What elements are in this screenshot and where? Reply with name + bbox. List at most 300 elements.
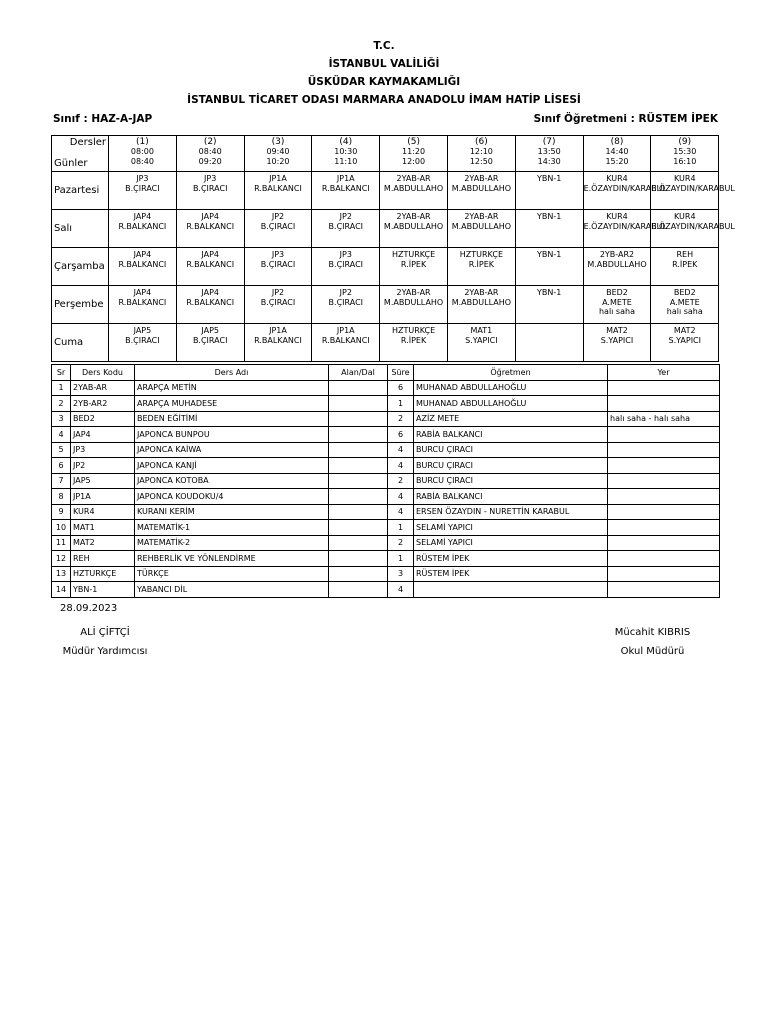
cell-line: BED2	[673, 288, 696, 297]
schedule-cell	[109, 286, 177, 324]
lesson-cell: BURCU ÇIRACI	[414, 442, 608, 458]
lesson-cell: 6	[388, 380, 414, 396]
lesson-row	[52, 427, 720, 443]
cell-line: R.BALKANCI	[118, 221, 167, 231]
schedule-cell	[176, 172, 244, 210]
cell-line: R.BALKANCI	[321, 335, 370, 345]
period-end-time: 08:40	[130, 156, 154, 166]
period-header	[583, 136, 651, 172]
cell-line: JAP5	[133, 326, 152, 335]
lesson-cell: MATEMATİK-2	[135, 535, 329, 551]
schedule-cell	[312, 248, 380, 286]
cell-line: JP3	[204, 174, 217, 183]
schedule-cell	[176, 286, 244, 324]
day-name: Cuma	[52, 324, 109, 362]
lesson-cell: RÜSTEM İPEK	[414, 566, 608, 582]
lesson-cell: 1	[388, 396, 414, 412]
cell-line: JAP4	[201, 212, 219, 221]
cell-line: BED2	[606, 288, 628, 297]
lesson-cell	[608, 551, 720, 567]
lesson-cell: 2YAB-AR	[71, 380, 135, 396]
lesson-cell	[329, 458, 388, 474]
lesson-cell: SELAMİ YAPICI	[414, 520, 608, 536]
cell-line: S.YAPICI	[600, 335, 634, 345]
schedule-header-row	[52, 136, 719, 172]
lesson-cell	[329, 582, 388, 598]
schedule-cell	[515, 248, 583, 286]
schedule-cell	[447, 248, 515, 286]
class-teacher-label: Sınıf Öğretmeni : RÜSTEM İPEK	[533, 113, 718, 125]
lesson-row	[52, 380, 720, 396]
schedule-cell	[651, 210, 735, 248]
lesson-cell: RABİA BALKANCI	[414, 427, 608, 443]
cell-line: JAP4	[133, 288, 152, 297]
period-header	[312, 136, 380, 172]
cell-line: M.ABDULLAHO	[383, 297, 444, 307]
period-start-time: 13:50	[537, 147, 561, 156]
schedule-cell	[447, 172, 515, 210]
schedule-cell	[651, 286, 719, 324]
schedule-corner-cell	[52, 136, 109, 172]
lesson-row	[52, 458, 720, 474]
lesson-cell	[608, 566, 720, 582]
period-header	[447, 136, 515, 172]
lesson-cell: JAPONCA KAİWA	[135, 442, 329, 458]
cell-line: KUR4	[606, 212, 628, 221]
lesson-cell	[329, 566, 388, 582]
schedule-cell	[583, 172, 667, 210]
cell-line: M.ABDULLAHO	[451, 297, 512, 307]
cell-line: R.BALKANCI	[321, 183, 370, 193]
lesson-cell: MUHANAD ABDULLAHOĞLU	[414, 380, 608, 396]
lesson-cell: KURANI KERİM	[135, 504, 329, 520]
lesson-cell	[329, 380, 388, 396]
schedule-day-row	[52, 248, 719, 286]
lesson-cell: 4	[388, 582, 414, 598]
cell-line: KUR4	[606, 174, 628, 183]
cell-line: R.BALKANCI	[186, 221, 235, 231]
lesson-cell: 4	[388, 504, 414, 520]
schedule-cell	[447, 210, 515, 248]
lesson-cell: 2	[388, 535, 414, 551]
schedule-cell	[583, 210, 667, 248]
lesson-cell	[329, 411, 388, 427]
lesson-cell: BEDEN EĞİTİMİ	[135, 411, 329, 427]
lesson-cell: JAP5	[71, 473, 135, 489]
cell-line: B.ÇIRACI	[328, 221, 364, 231]
lesson-cell: 4	[388, 489, 414, 505]
lesson-row	[52, 520, 720, 536]
lesson-row	[52, 411, 720, 427]
schedule-day-row	[52, 286, 719, 324]
lesson-cell: 12	[52, 551, 71, 567]
schedule-cell	[176, 248, 244, 286]
lesson-cell: JP1A	[71, 489, 135, 505]
cell-line: M.ABDULLAHO	[383, 221, 444, 231]
lesson-cell: JAP4	[71, 427, 135, 443]
lesson-cell	[608, 504, 720, 520]
header-school-name: İSTANBUL TİCARET ODASI MARMARA ANADOLU İMAM HATİP LİSESİ	[187, 94, 581, 106]
lesson-column-header: Yer	[608, 365, 720, 381]
lesson-column-header: Sr	[52, 365, 71, 381]
cell-line: B.ÇIRACI	[125, 183, 160, 193]
cell-line: E.ÖZAYDIN/KARABUL	[583, 183, 667, 193]
schedule-cell	[651, 172, 735, 210]
lesson-row	[52, 551, 720, 567]
cell-line: KUR4	[674, 212, 696, 221]
lesson-cell	[329, 489, 388, 505]
day-name: Salı	[52, 210, 109, 248]
period-end-time: 15:20	[605, 156, 629, 166]
schedule-cell	[380, 324, 448, 362]
lesson-cell	[329, 442, 388, 458]
lesson-cell: 1	[388, 520, 414, 536]
schedule-cell	[109, 248, 177, 286]
cell-line: M.ABDULLAHO	[383, 183, 444, 193]
lesson-cell: YABANCI DİL	[135, 582, 329, 598]
cell-line: halı saha	[598, 307, 635, 316]
lesson-cell: TÜRKÇE	[135, 566, 329, 582]
lesson-cell: JAPONCA KANJİ	[135, 458, 329, 474]
report-date: 28.09.2023	[60, 603, 118, 614]
period-number: (2)	[203, 137, 217, 147]
lesson-cell: 1	[52, 380, 71, 396]
cell-line: MAT2	[606, 326, 628, 335]
period-header	[176, 136, 244, 172]
lesson-cell: JAPONCA KOTOBA	[135, 473, 329, 489]
cell-line: JP2	[271, 212, 285, 221]
period-start-time: 11:20	[402, 147, 426, 156]
schedule-cell	[515, 172, 583, 210]
lesson-cell: SELAMİ YAPICI	[414, 535, 608, 551]
schedule-day-row	[52, 324, 719, 362]
lesson-cell: BURCU ÇIRACI	[414, 473, 608, 489]
schedule-cell	[651, 248, 719, 286]
lesson-column-header: Ders Adı	[135, 365, 329, 381]
lesson-row	[52, 582, 720, 598]
cell-line: JP3	[136, 174, 149, 183]
cell-line: JP1A	[269, 174, 287, 183]
schedule-cell	[380, 210, 448, 248]
cell-line: halı saha	[666, 307, 703, 316]
period-number: (8)	[610, 137, 624, 147]
lesson-row	[52, 489, 720, 505]
lesson-row	[52, 396, 720, 412]
lesson-column-header: Alan/Dal	[329, 365, 388, 381]
period-end-time: 16:10	[673, 156, 697, 166]
lesson-cell	[608, 489, 720, 505]
lesson-cell	[329, 520, 388, 536]
period-end-time: 12:00	[402, 156, 426, 166]
lesson-cell: RABİA BALKANCI	[414, 489, 608, 505]
lesson-cell	[608, 380, 720, 396]
weekly-schedule-table	[51, 135, 735, 362]
schedule-cell	[651, 324, 719, 362]
period-end-time: 14:30	[537, 156, 561, 166]
lesson-cell: MUHANAD ABDULLAHOĞLU	[414, 396, 608, 412]
lesson-cell: MAT1	[71, 520, 135, 536]
cell-line: JP3	[271, 250, 285, 259]
header-kaymakamlik: ÜSKÜDAR KAYMAKAMLIĞI	[307, 76, 461, 88]
principal-name: Mücahit KIBRIS	[614, 627, 691, 638]
period-number: (9)	[678, 137, 692, 147]
schedule-cell	[109, 172, 177, 210]
cell-line: M.ABDULLAHO	[451, 183, 512, 193]
lesson-column-header: Süre	[388, 365, 414, 381]
lesson-cell	[329, 396, 388, 412]
lesson-cell	[329, 535, 388, 551]
cell-line: 2YAB-AR	[464, 212, 499, 221]
lesson-cell: 1	[388, 551, 414, 567]
schedule-cell	[515, 286, 583, 324]
schedule-cell	[109, 210, 177, 248]
schedule-cell	[380, 248, 448, 286]
schedule-cell	[447, 286, 515, 324]
schedule-cell	[515, 210, 583, 248]
cell-line: B.ÇIRACI	[260, 221, 296, 231]
cell-line: R.BALKANCI	[186, 259, 235, 269]
cell-line: S.YAPICI	[668, 335, 702, 345]
period-header	[651, 136, 719, 172]
principal-title: Okul Müdürü	[620, 646, 685, 657]
lesson-cell: JAPONCA BUNPOU	[135, 427, 329, 443]
lesson-cell	[329, 504, 388, 520]
cell-line: YBN-1	[537, 174, 562, 183]
period-number: (4)	[339, 137, 353, 147]
lesson-cell: MATEMATİK-1	[135, 520, 329, 536]
cell-line: B.ÇIRACI	[328, 297, 364, 307]
schedule-cell	[312, 286, 380, 324]
period-number: (7)	[542, 137, 556, 147]
cell-line: M.ABDULLAHO	[451, 221, 512, 231]
schedule-cell	[244, 324, 312, 362]
schedule-cell	[583, 286, 651, 324]
lesson-row	[52, 473, 720, 489]
lesson-cell: MAT2	[71, 535, 135, 551]
cell-line: JP2	[271, 288, 285, 297]
lesson-cell: REHBERLİK VE YÖNLENDİRME	[135, 551, 329, 567]
cell-line: JAP4	[201, 250, 219, 259]
period-header	[380, 136, 448, 172]
schedule-cell	[244, 172, 312, 210]
cell-line: B.ÇIRACI	[125, 335, 160, 345]
cell-line: R.İPEK	[400, 335, 427, 345]
schedule-cell	[176, 210, 244, 248]
lesson-cell: 14	[52, 582, 71, 598]
lesson-column-header: Ders Kodu	[71, 365, 135, 381]
lesson-cell: 6	[52, 458, 71, 474]
lesson-cell: 13	[52, 566, 71, 582]
cell-line: B.ÇIRACI	[328, 259, 364, 269]
lesson-cell: RÜSTEM İPEK	[414, 551, 608, 567]
cell-line: JAP4	[133, 250, 152, 259]
cell-line: JAP5	[201, 326, 219, 335]
schedule-day-row	[52, 172, 719, 210]
cell-line: R.İPEK	[468, 259, 495, 269]
cell-line: YBN-1	[537, 288, 562, 297]
lesson-cell: halı saha - halı saha	[608, 411, 720, 427]
cell-line: R.İPEK	[400, 259, 427, 269]
assistant-principal-title: Müdür Yardımcısı	[62, 646, 148, 657]
schedule-cell	[244, 210, 312, 248]
schedule-day-row	[52, 210, 719, 248]
cell-line: JP1A	[336, 174, 355, 183]
lesson-cell: REH	[71, 551, 135, 567]
lesson-list-table	[51, 364, 720, 598]
lesson-cell: 2YB-AR2	[71, 396, 135, 412]
cell-line: 2YAB-AR	[396, 212, 431, 221]
period-end-time: 10:20	[266, 156, 290, 166]
cell-line: 2YAB-AR	[464, 174, 499, 183]
cell-line: E.ÖZAYDIN/KARABUL	[651, 183, 735, 193]
lesson-cell: 3	[388, 566, 414, 582]
schedule-cell	[312, 324, 380, 362]
day-name: Perşembe	[52, 286, 109, 324]
period-header	[515, 136, 583, 172]
cell-line: 2YAB-AR	[464, 288, 499, 297]
lesson-cell: KUR4	[71, 504, 135, 520]
lesson-cell: 4	[388, 442, 414, 458]
lesson-cell	[608, 473, 720, 489]
cell-line: A.METE	[669, 297, 700, 307]
schedule-cell	[176, 324, 244, 362]
lesson-cell: BED2	[71, 411, 135, 427]
corner-days-label: Günler	[54, 157, 88, 169]
cell-line: MAT1	[470, 326, 493, 335]
lesson-cell: 2	[52, 396, 71, 412]
schedule-cell	[244, 286, 312, 324]
cell-line: B.ÇIRACI	[192, 183, 228, 193]
cell-line: R.BALKANCI	[118, 259, 167, 269]
lesson-cell: JAPONCA KOUDOKU/4	[135, 489, 329, 505]
cell-line: HZTURKÇE	[391, 326, 436, 335]
lesson-cell: YBN-1	[71, 582, 135, 598]
period-number: (6)	[475, 137, 488, 147]
cell-line: S.YAPICI	[465, 335, 498, 345]
schedule-cell	[515, 324, 583, 362]
cell-line: JP2	[339, 212, 352, 221]
cell-line: R.İPEK	[672, 259, 698, 269]
header-valilik: İSTANBUL VALİLİĞİ	[328, 58, 440, 70]
cell-line: 2YAB-AR	[396, 288, 431, 297]
cell-line: B.ÇIRACI	[192, 335, 228, 345]
cell-line: B.ÇIRACI	[260, 259, 296, 269]
lesson-cell: AZİZ METE	[414, 411, 608, 427]
lesson-cell: 10	[52, 520, 71, 536]
schedule-cell	[380, 286, 448, 324]
lesson-row	[52, 535, 720, 551]
period-end-time: 11:10	[334, 156, 358, 166]
period-end-time: 12:50	[469, 156, 493, 166]
cell-line: YBN-1	[537, 212, 562, 221]
cell-line: JP1A	[336, 326, 355, 335]
cell-line: 2YAB-AR	[396, 174, 431, 183]
cell-line: R.BALKANCI	[118, 297, 167, 307]
cell-line: E.ÖZAYDIN/KARABUL	[583, 221, 667, 231]
corner-lessons-label: Dersler	[69, 137, 106, 148]
lesson-cell: 11	[52, 535, 71, 551]
lesson-cell	[608, 458, 720, 474]
lesson-cell: ARAPÇA METİN	[135, 380, 329, 396]
lesson-cell: 8	[52, 489, 71, 505]
lesson-cell: JP3	[71, 442, 135, 458]
lesson-cell	[608, 396, 720, 412]
day-name: Pazartesi	[52, 172, 109, 210]
schedule-cell	[244, 248, 312, 286]
cell-line: MAT2	[673, 326, 696, 335]
lesson-row	[52, 566, 720, 582]
lesson-row	[52, 442, 720, 458]
lesson-header-row	[52, 365, 720, 381]
schedule-cell	[312, 210, 380, 248]
lesson-cell: BURCU ÇIRACI	[414, 458, 608, 474]
lesson-cell: 5	[52, 442, 71, 458]
cell-line: R.BALKANCI	[186, 297, 235, 307]
lesson-cell: 2	[388, 473, 414, 489]
cell-line: JAP4	[133, 212, 152, 221]
lesson-cell	[608, 582, 720, 598]
schedule-cell	[380, 172, 448, 210]
period-start-time: 08:40	[198, 147, 222, 156]
lesson-cell	[608, 520, 720, 536]
period-start-time: 10:30	[334, 147, 358, 156]
cell-line: R.BALKANCI	[254, 183, 302, 193]
class-label: Sınıf : HAZ-A-JAP	[53, 113, 153, 125]
period-end-time: 09:20	[198, 156, 222, 166]
cell-line: JP3	[339, 250, 352, 259]
period-start-time: 14:40	[605, 147, 629, 156]
lesson-cell	[329, 427, 388, 443]
period-header	[244, 136, 312, 172]
lesson-cell: HZTURKÇE	[71, 566, 135, 582]
cell-line: A.METE	[602, 297, 632, 307]
lesson-cell	[414, 582, 608, 598]
period-header	[109, 136, 177, 172]
schedule-cell	[109, 324, 177, 362]
lesson-cell: 2	[388, 411, 414, 427]
schedule-cell	[583, 324, 651, 362]
lesson-cell	[608, 442, 720, 458]
period-number: (3)	[271, 137, 285, 147]
lesson-row	[52, 504, 720, 520]
cell-line: R.BALKANCI	[254, 335, 302, 345]
lesson-cell	[329, 473, 388, 489]
period-number: (5)	[407, 137, 420, 147]
lesson-cell: 9	[52, 504, 71, 520]
lesson-cell: 4	[388, 458, 414, 474]
lesson-cell	[608, 535, 720, 551]
cell-line: KUR4	[674, 174, 696, 183]
lesson-cell: ERSEN ÖZAYDIN - NURETTİN KARABUL	[414, 504, 608, 520]
cell-line: JP2	[339, 288, 352, 297]
lesson-column-header: Öğretmen	[414, 365, 608, 381]
header-tc: T.C.	[373, 40, 395, 52]
period-start-time: 08:00	[130, 147, 154, 156]
lesson-cell	[329, 551, 388, 567]
period-start-time: 12:10	[469, 147, 493, 156]
schedule-cell	[447, 324, 515, 362]
cell-line: JAP4	[201, 288, 219, 297]
schedule-cell	[583, 248, 651, 286]
lesson-cell: ARAPÇA MUHADESE	[135, 396, 329, 412]
period-start-time: 09:40	[266, 147, 290, 156]
day-name: Çarşamba	[52, 248, 109, 286]
cell-line: HZTURKÇE	[459, 250, 503, 259]
lesson-cell: 6	[388, 427, 414, 443]
lesson-cell: 7	[52, 473, 71, 489]
lesson-cell: JP2	[71, 458, 135, 474]
lesson-cell	[608, 427, 720, 443]
